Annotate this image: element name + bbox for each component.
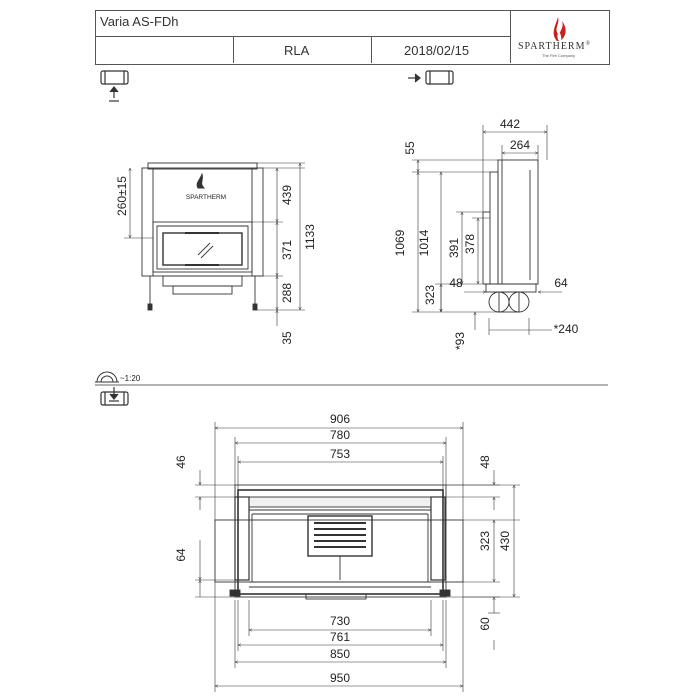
dim-288: 288 — [280, 282, 294, 304]
front-view-indicator-icon — [101, 71, 128, 101]
dim-371: 371 — [280, 239, 294, 261]
front-view — [142, 163, 263, 310]
model-name: Varia AS-FDh — [100, 14, 179, 29]
dim-240: *240 — [553, 322, 579, 336]
dim-1133: 1133 — [303, 224, 317, 250]
dim-264: 264 — [509, 138, 531, 152]
front-view-dimension-lines — [124, 163, 305, 326]
dim-64: 64 — [554, 276, 568, 290]
dim-850: 850 — [329, 647, 351, 661]
front-view-dimension-labels — [115, 176, 317, 345]
dim-439: 439 — [280, 184, 294, 206]
drawing-code: RLA — [284, 43, 310, 58]
dim-46: 46 — [174, 455, 188, 469]
dim-323: 323 — [423, 284, 437, 306]
dim-378: 378 — [463, 233, 477, 255]
dim-430: 430 — [498, 530, 512, 552]
side-view — [483, 160, 538, 312]
dim-753: 753 — [329, 447, 351, 461]
dim-780: 780 — [329, 428, 351, 442]
dim-1069: 1069 — [393, 229, 407, 257]
top-view-dimension-labels — [174, 412, 512, 685]
dim-761: 761 — [329, 630, 351, 644]
scale-icon — [95, 372, 119, 382]
dim-950: 950 — [329, 671, 351, 685]
dim-1014: 1014 — [417, 229, 431, 257]
side-view-dimension-labels — [393, 117, 579, 350]
dim-93: *93 — [453, 331, 467, 351]
top-view-indicator-icon — [101, 387, 128, 405]
dim-906: 906 — [329, 412, 351, 426]
dim-442: 442 — [499, 117, 521, 131]
dim-391: 391 — [447, 237, 461, 259]
dim-730: 730 — [329, 614, 351, 628]
dim-260: 260±15 — [115, 176, 129, 216]
top-view — [215, 485, 463, 599]
dim-48: 48 — [478, 455, 492, 469]
scale-label: ~1:20 — [120, 374, 141, 383]
dim-60: 60 — [478, 617, 492, 631]
dim-323: 323 — [478, 530, 492, 552]
dim-35: 35 — [280, 331, 294, 345]
dim-64: 64 — [174, 548, 188, 562]
brand-name: SPARTHERM® — [518, 41, 592, 52]
dim-48: 48 — [449, 276, 463, 290]
top-view-dimension-lines — [195, 422, 520, 692]
front-view-logo-text: SPARTHERM — [185, 194, 227, 201]
drawing-date: 2018/02/15 — [404, 43, 470, 58]
brand-tagline: The Fire Company — [542, 53, 576, 58]
side-view-indicator-icon — [408, 71, 453, 84]
dim-55: 55 — [403, 141, 417, 155]
